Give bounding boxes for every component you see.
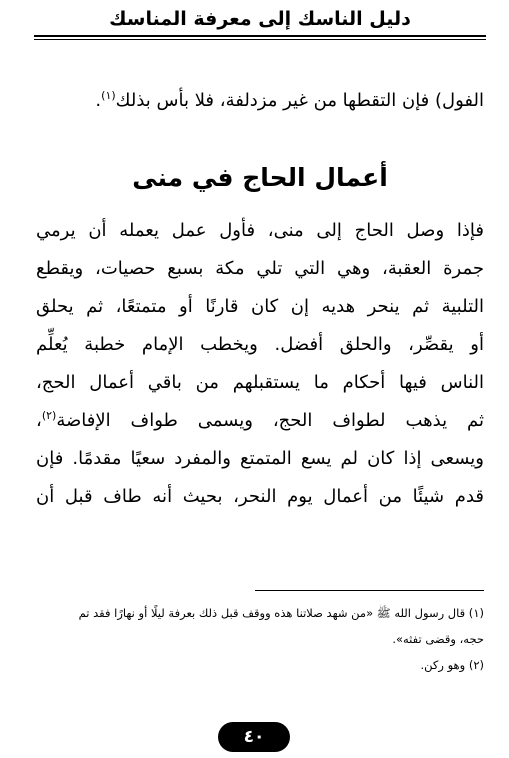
footnotes [36, 600, 484, 678]
header-rule-thin [34, 39, 486, 40]
paragraph-line-1: فإذا وصل الحاج إلى منى، فأول عمل يعمله أن يرمي [36, 220, 484, 241]
paragraph-line-2: جمرة العقبة، وهي التي تلي مكة بسبع حصيات، ويقطع [36, 258, 484, 279]
footnote-ref-2: (٢) [41, 409, 57, 422]
paragraph-line-7: ويسعى إذا كان لم يسع المتمتع والمفرد سعيًا مقدمًا. فإن [36, 448, 484, 469]
paragraph-line-8: قدم شيئًا من أعمال يوم النحر، بحيث أنه طاف قبل أن [36, 486, 484, 507]
section-heading: أعمال الحاج في منى [132, 163, 388, 192]
intro-line-text: الفول) فإن التقطها من غير مزدلفة، فلا بأس بذلك [115, 90, 484, 111]
footnote-1-line-1: (١) قال رسول الله ﷺ «من شهد صلاتنا هذه ووقف قبل ذلك بعرفة ليلًا أو نهارًا فقد تم [78, 606, 484, 620]
paragraph-line-6-text: ثم يذهب لطواف الحج، ويسمى طواف الإفاضة [56, 410, 484, 431]
intro-line [36, 82, 484, 120]
main-paragraph [36, 212, 484, 516]
intro-line-end: . [95, 90, 102, 111]
footnote-ref-1: (١) [101, 89, 116, 102]
running-header-title: دليل الناسك إلى معرفة المناسك [109, 8, 411, 30]
footnote-separator [255, 590, 484, 591]
page-number-badge: ٤٠ [218, 722, 290, 752]
paragraph-line-4: أو يقصِّر، والحلق أفضل. ويخطب الإمام خطبة يُعلِّم [36, 334, 484, 355]
paragraph-line-6-end: ، [36, 410, 42, 431]
header-rule-thick [34, 35, 486, 37]
footnote-2: (٢) وهو ركن. [420, 658, 484, 672]
intro-paragraph [36, 82, 484, 120]
paragraph-line-3: التلبية ثم ينحر هديه إن كان قارنًا أو متمتعًا، ثم يحلق [36, 296, 484, 317]
footnote-1-line-2: حجه، وقضى تفثه». [392, 632, 484, 646]
paragraph-line-6 [36, 402, 484, 440]
paragraph-line-5: الناس فيها أحكام ما يستقبلهم من باقي أعمال الحج، [36, 372, 484, 393]
